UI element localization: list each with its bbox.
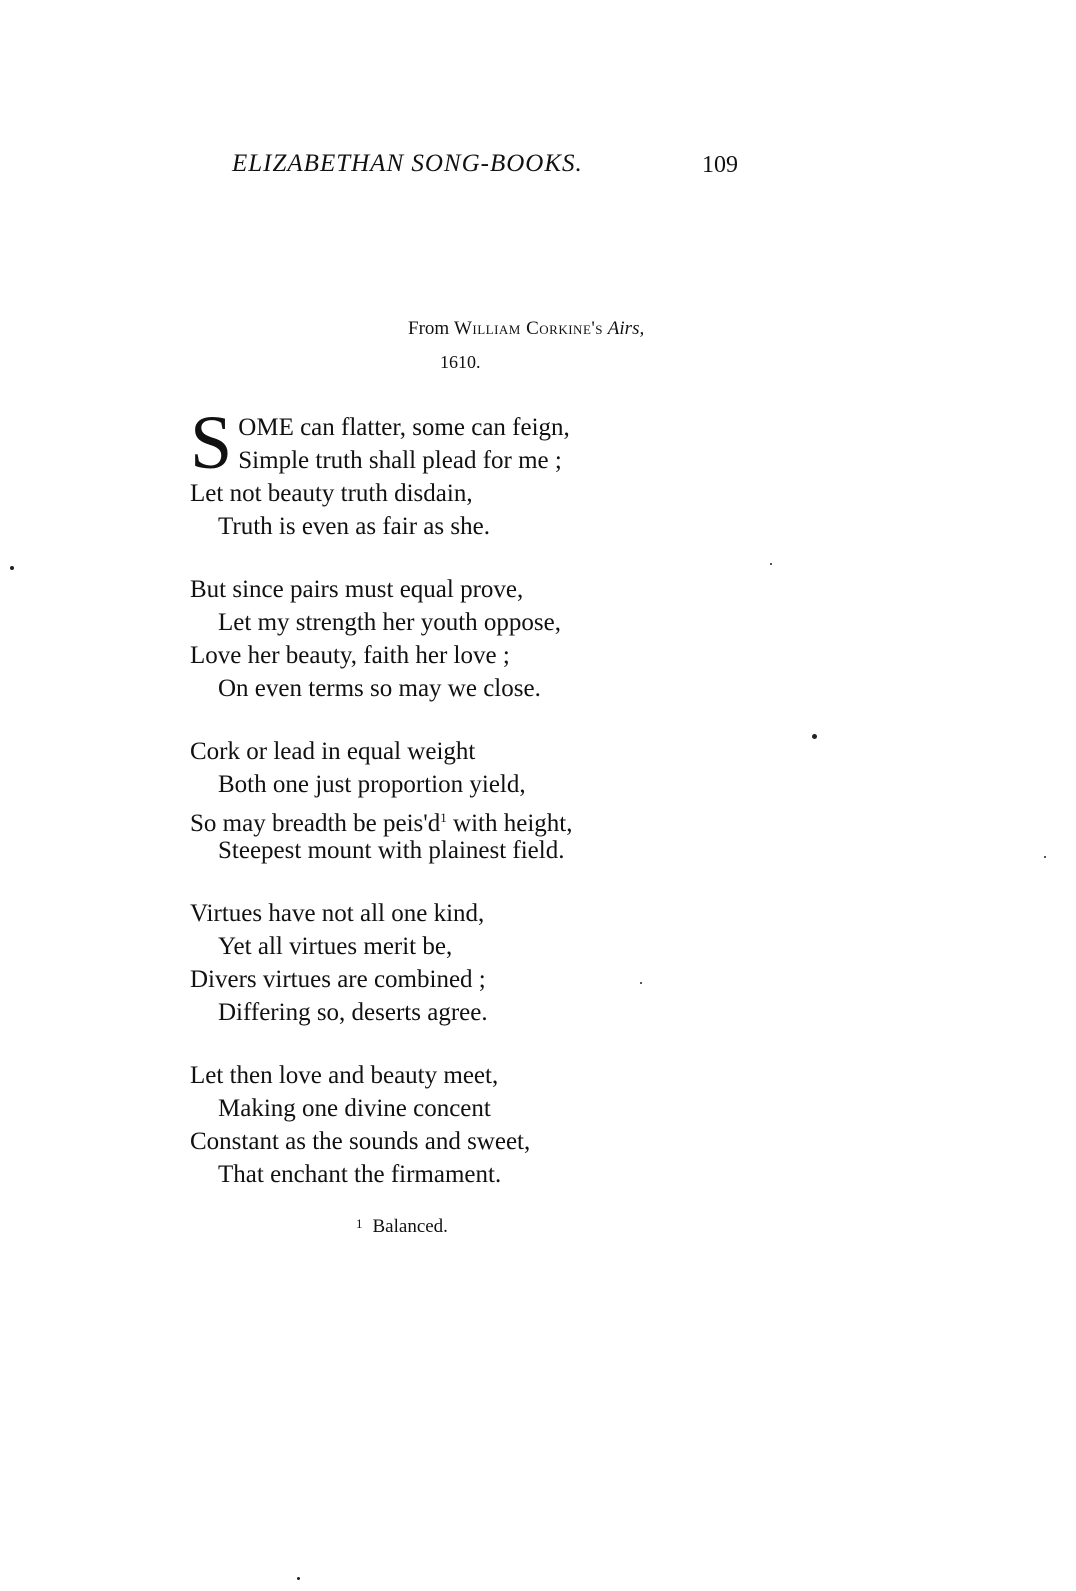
drop-cap: S: [190, 401, 233, 485]
stanza-4: [190, 897, 572, 1029]
scan-speck: [640, 982, 642, 984]
footnote-number: 1: [356, 1216, 363, 1231]
footnote-text: Balanced.: [372, 1216, 448, 1237]
poem-line: But since pairs must equal prove,: [190, 576, 524, 603]
poem-line: Making one divine concent: [218, 1095, 491, 1122]
poem-line: Cork or lead in equal weight: [190, 738, 476, 765]
stanza-1: [190, 401, 572, 543]
poem-line: OME can flatter, some can feign,: [238, 414, 570, 441]
scan-speck: [1044, 856, 1046, 858]
poem-line: On even terms so may we close.: [218, 675, 541, 702]
source-prefix: From: [408, 318, 454, 339]
scan-speck: [10, 566, 14, 570]
stanza-5: [190, 1059, 572, 1191]
source-year: 1610.: [440, 352, 481, 372]
poem-line: Let my strength her youth oppose,: [218, 609, 561, 636]
poem-line: Love her beauty, faith her love ;: [190, 642, 510, 669]
source-work: Airs,: [607, 318, 645, 339]
source-attribution: [408, 318, 644, 340]
poem-line: Divers virtues are combined ;: [190, 966, 486, 993]
poem-line: Yet all virtues merit be,: [218, 933, 453, 960]
page-number: 109: [702, 152, 738, 178]
poem-line-part: with height,: [446, 810, 573, 837]
running-title: ELIZABETHAN SONG-BOOKS.: [232, 150, 583, 177]
poem-line: Constant as the sounds and sweet,: [190, 1128, 531, 1155]
source-author: William Corkine's: [453, 318, 604, 339]
footnote-reference: 1: [440, 810, 447, 825]
poem-line: Both one just proportion yield,: [218, 771, 526, 798]
footnote: [356, 1216, 448, 1238]
scan-speck: [297, 1577, 300, 1580]
poem-line-part: So may breadth be peis'd: [190, 810, 441, 837]
poem-line: Virtues have not all one kind,: [190, 900, 485, 927]
scan-speck: [770, 563, 772, 565]
poem-line: Differing so, deserts agree.: [218, 999, 488, 1026]
poem: [190, 401, 573, 1221]
poem-line: [190, 801, 573, 837]
stanza-2: [190, 573, 572, 705]
poem-line: That enchant the firmament.: [218, 1161, 502, 1188]
poem-line: Let not beauty truth disdain,: [190, 480, 473, 507]
poem-line: Truth is even as fair as she.: [218, 513, 490, 540]
poem-line: Let then love and beauty meet,: [190, 1062, 499, 1089]
poem-line: Simple truth shall plead for me ;: [238, 447, 562, 474]
poem-line: Steepest mount with plainest field.: [218, 837, 565, 864]
stanza-3: [190, 735, 572, 867]
scan-speck: [812, 734, 817, 739]
